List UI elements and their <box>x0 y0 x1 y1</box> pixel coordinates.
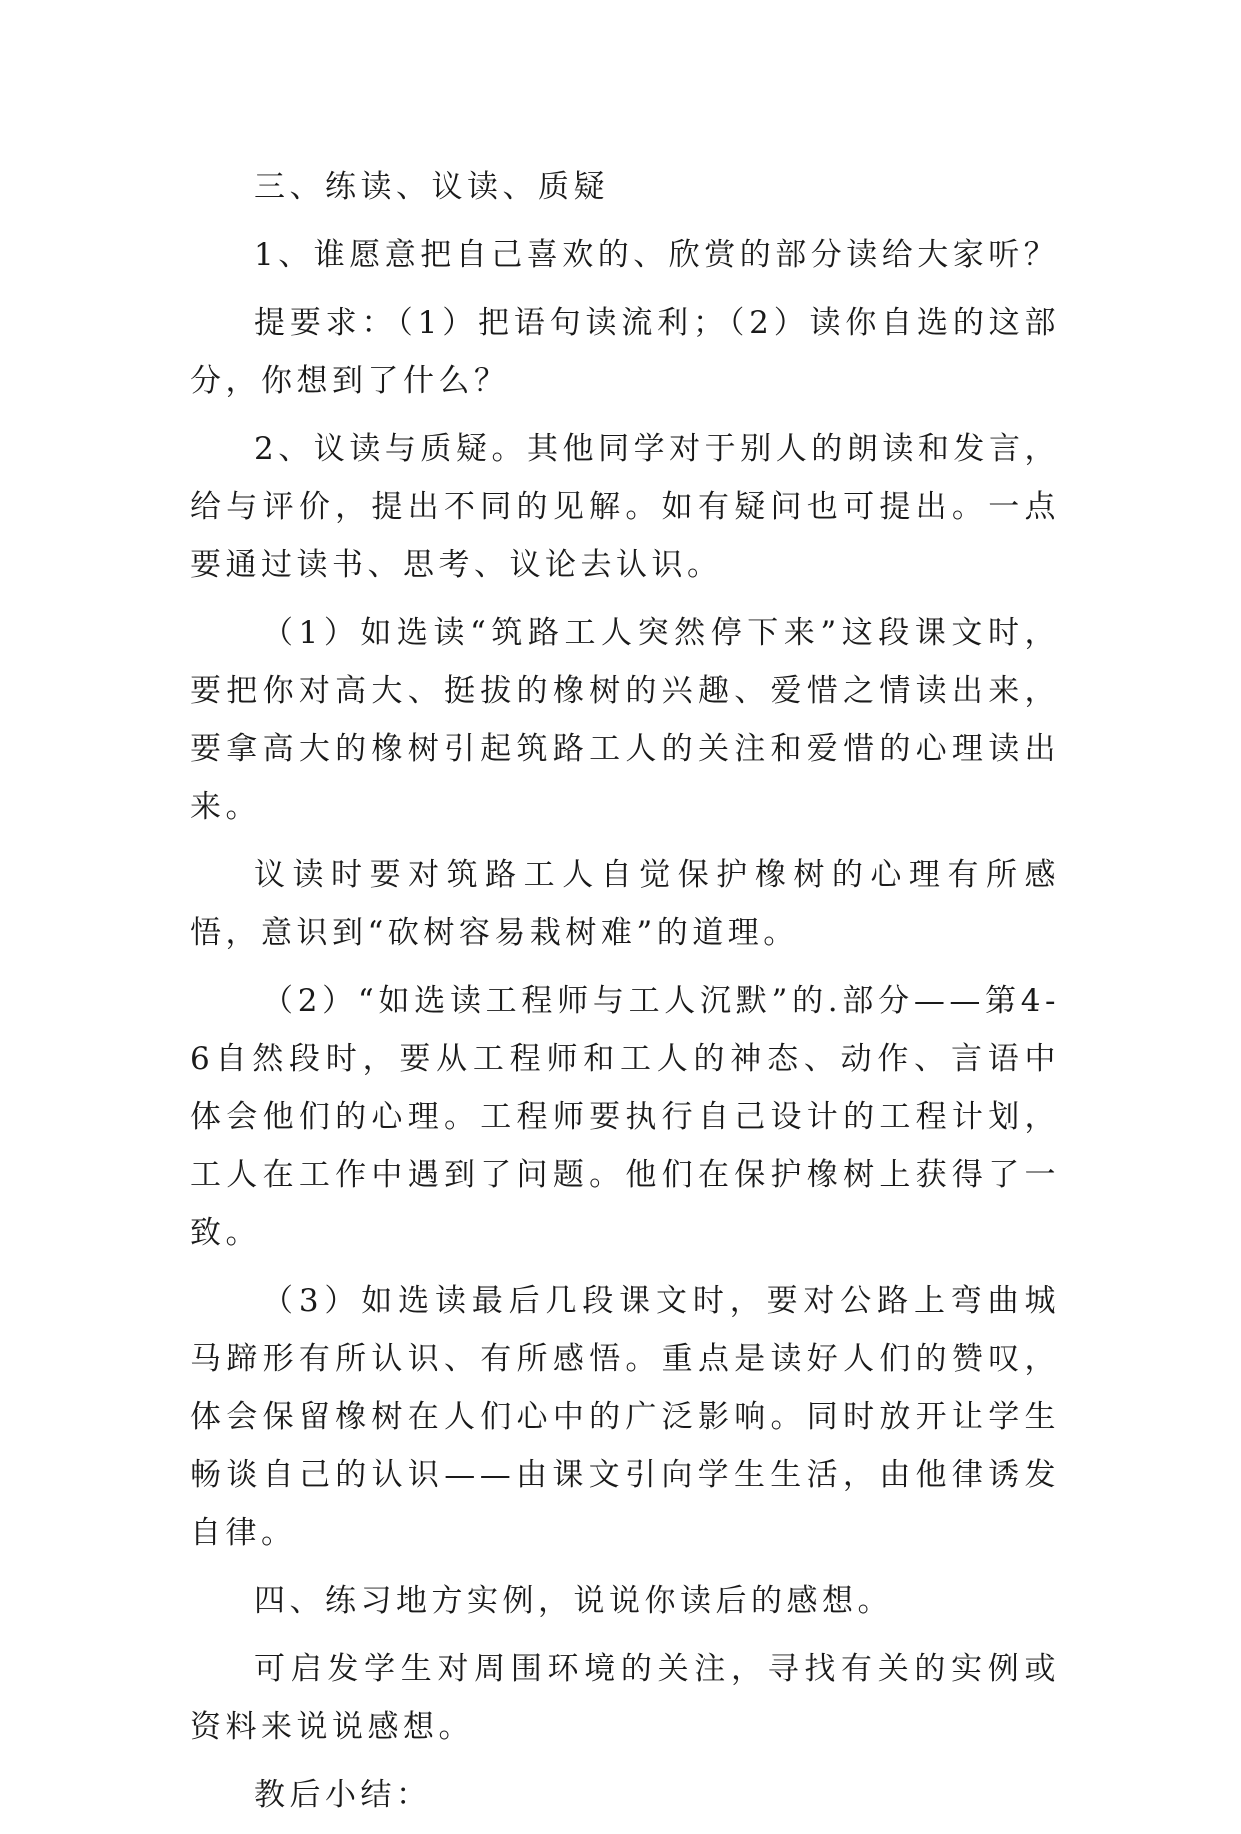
sub-item-two: （2）“如选读工程师与工人沉默”的.部分——第4-6自然段时，要从工程师和工人的神态、动作、言语中体会他们的心理。工程师要执行自己设计的工程计划，工人在工作中遇到了问题。他们在保护橡树上获得了一致。 <box>190 983 1060 1251</box>
discussion-paragraph: 议读时要对筑路工人自觉保护橡树的心理有所感悟，意识到“砍树容易栽树难”的道理。 <box>190 857 1060 951</box>
teaching-summary-label: 教后小结： <box>254 1777 432 1813</box>
section-heading-three: 三、练读、议读、质疑 <box>254 169 609 205</box>
document-body <box>190 158 1060 1834</box>
list-item-two: 2、议读与质疑。其他同学对于别人的朗读和发言，给与评价，提出不同的见解。如有疑问也可提出。一点要通过读书、思考、议论去认识。 <box>190 431 1060 583</box>
list-item-one: 1、谁愿意把自己喜欢的、欣赏的部分读给大家听？ <box>254 237 1060 273</box>
section-heading-four: 四、练习地方实例，说说你读后的感想。 <box>254 1583 893 1619</box>
sub-item-one: （1）如选读“筑路工人突然停下来”这段课文时，要把你对高大、挺拔的橡树的兴趣、爱惜之情读出来，要拿高大的橡树引起筑路工人的关注和爱惜的心理读出来。 <box>190 615 1060 825</box>
requirement-paragraph: 提要求：（1）把语句读流利；（2）读你自选的这部分，你想到了什么？ <box>190 305 1060 399</box>
sub-item-three: （3）如选读最后几段课文时，要对公路上弯曲城马蹄形有所认识、有所感悟。重点是读好人们的赞叹，体会保留橡树在人们心中的广泛影响。同时放开让学生畅谈自己的认识——由课文引向学生生活，由他律诱发自律。 <box>190 1283 1060 1551</box>
section-four-description: 可启发学生对周围环境的关注，寻找有关的实例或资料来说说感想。 <box>190 1651 1060 1745</box>
